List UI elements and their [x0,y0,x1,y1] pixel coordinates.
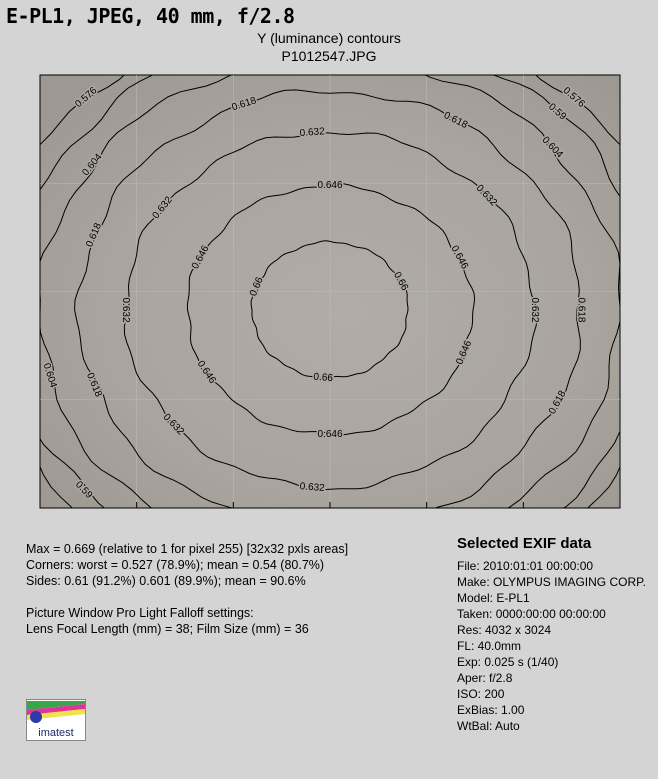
exif-line: ISO: 200 [457,687,505,701]
contour-label: 0.646 [317,180,343,192]
exif-block [457,558,646,734]
stats-line: Corners: worst = 0.527 (78.9%); mean = 0.54 (80.7%) [26,558,325,572]
exif-line: Model: E-PL1 [457,591,530,605]
exif-line: Res: 4032 x 3024 [457,623,552,637]
contour-label: 0.618 [83,371,104,399]
contour-label: 0.618 [84,221,105,249]
contour-label: 0.646 [317,429,343,441]
contour-label: 0.618 [546,388,569,417]
contour-label: 0.632 [150,194,175,222]
contour-label: 0.604 [40,361,59,390]
exif-line: Exp: 0.025 s (1/40) [457,655,559,669]
chart-title: Y (luminance) contours [257,30,401,46]
stats-line: Picture Window Pro Light Falloff settings: [26,606,254,620]
exif-line: Make: OLYMPUS IMAGING CORP. [457,575,646,589]
stats-block [26,541,348,637]
exif-line: File: 2010:01:01 00:00:00 [457,559,594,573]
exif-line: WtBal: Auto [457,719,520,733]
imatest-logo [26,699,86,741]
stats-line: Sides: 0.61 (91.2%) 0.601 (89.9%); mean = 90.6% [26,574,306,588]
exif-line: Aper: f/2.8 [457,671,513,685]
contour-label: 0.646 [454,338,475,367]
contour-label: 0.618 [575,297,587,323]
contour-label: 0.632 [160,411,187,438]
contour-label: 0.618 [441,109,470,132]
contour-label: 0.632 [299,126,326,140]
contour-label: 0.604 [539,134,565,161]
contour-label: 0.576 [560,85,587,110]
contour-label: 0.632 [473,182,500,209]
page-title: E-PL1, JPEG, 40 mm, f/2.8 [6,4,295,28]
contour-label: 0.618 [230,95,258,114]
contour-label: 0.632 [528,297,540,323]
contour-label: 0.59 [72,479,95,502]
contour-label: 0.632 [119,297,131,323]
contour-label: 0.646 [194,358,218,386]
logo-text: imatest [38,727,74,739]
chart-filename: P1012547.JPG [281,48,377,64]
contour-label: 0.632 [299,481,326,495]
exif-line: FL: 40.0mm [457,639,522,653]
contour-label: 0.59 [546,101,569,123]
exif-line: ExBias: 1.00 [457,703,525,717]
exif-heading: Selected EXIF data [457,535,592,552]
contour-label: 0.646 [448,243,471,272]
exif-line: Taken: 0000:00:00 00:00:00 [457,607,606,621]
stats-line: Max = 0.669 (relative to 1 for pixel 255) [32x32 pxls areas] [26,542,349,556]
stats-line: Lens Focal Length (mm) = 38; Film Size (mm) = 36 [26,622,309,636]
contour-label: 0.66 [313,371,334,385]
stats-line [26,589,348,605]
contour-label: 0.646 [189,243,212,272]
contour-label: 0.576 [73,85,100,110]
contour-label: 0.66 [247,275,266,298]
contour-label: 0.604 [80,151,105,179]
contour-label: 0.66 [391,270,411,293]
